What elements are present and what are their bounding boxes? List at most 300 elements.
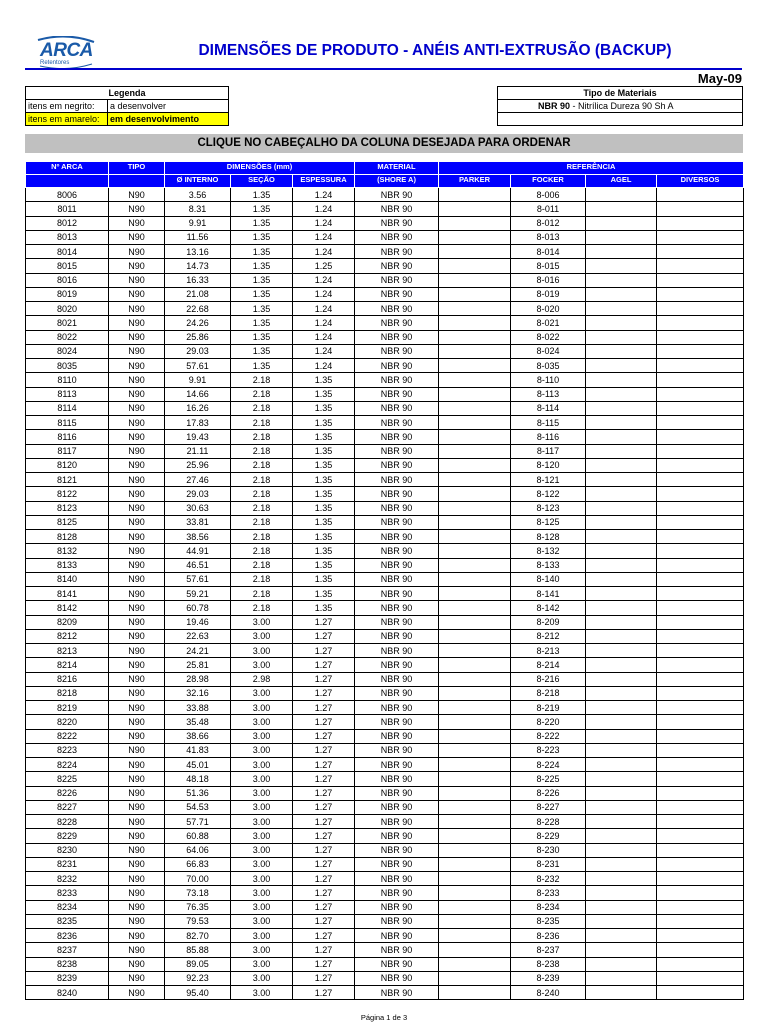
cell-arca: 8012 [26,216,109,230]
cell-tipo: N90 [109,786,165,800]
table-row [26,487,744,501]
cell-material: NBR 90 [355,914,439,928]
cell-diversos [657,458,744,472]
cell-espessura: 1.24 [293,216,355,230]
cell-espessura: 1.24 [293,202,355,216]
cell-tipo: N90 [109,373,165,387]
cell-arca: 8110 [26,373,109,387]
cell-material: NBR 90 [355,729,439,743]
cell-secao: 1.35 [231,273,293,287]
cell-espessura: 1.27 [293,800,355,814]
cell-agel [586,971,657,985]
col-header-material[interactable]: MATERIAL [355,162,439,175]
cell-focker: 8-117 [511,444,586,458]
cell-tipo: N90 [109,273,165,287]
cell-tipo: N90 [109,815,165,829]
table-row [26,230,744,244]
cell-parker [439,758,511,772]
cell-focker: 8-231 [511,857,586,871]
cell-diversos [657,273,744,287]
cell-espessura: 1.35 [293,373,355,387]
cell-focker: 8-233 [511,886,586,900]
cell-interno: 46.51 [165,558,231,572]
cell-material: NBR 90 [355,515,439,529]
cell-espessura: 1.27 [293,886,355,900]
cell-secao: 3.00 [231,758,293,772]
table-row [26,458,744,472]
cell-interno: 57.71 [165,815,231,829]
cell-arca: 8233 [26,886,109,900]
cell-parker [439,344,511,358]
cell-diversos [657,544,744,558]
cell-focker: 8-223 [511,743,586,757]
cell-focker: 8-140 [511,572,586,586]
cell-material: NBR 90 [355,658,439,672]
cell-interno: 60.88 [165,829,231,843]
cell-diversos [657,373,744,387]
cell-material: NBR 90 [355,686,439,700]
cell-diversos [657,857,744,871]
cell-espessura: 1.24 [293,344,355,358]
cell-espessura: 1.24 [293,188,355,202]
material-type-empty-row [498,113,743,126]
table-row [26,644,744,658]
cell-tipo: N90 [109,430,165,444]
cell-material: NBR 90 [355,644,439,658]
cell-secao: 2.18 [231,487,293,501]
cell-focker: 8-229 [511,829,586,843]
cell-interno: 41.83 [165,743,231,757]
cell-tipo: N90 [109,986,165,1000]
cell-agel [586,587,657,601]
cell-arca: 8209 [26,615,109,629]
cell-secao: 3.00 [231,629,293,643]
cell-espessura: 1.27 [293,829,355,843]
cell-arca: 8122 [26,487,109,501]
cell-secao: 1.35 [231,202,293,216]
cell-parker [439,302,511,316]
cell-material: NBR 90 [355,701,439,715]
cell-secao: 1.35 [231,302,293,316]
cell-interno: 89.05 [165,957,231,971]
cell-espessura: 1.35 [293,487,355,501]
cell-interno: 32.16 [165,686,231,700]
cell-material: NBR 90 [355,458,439,472]
cell-material: NBR 90 [355,373,439,387]
cell-material: NBR 90 [355,843,439,857]
col-header-diversos[interactable]: DIVERSOS [657,175,744,188]
cell-interno: 59.21 [165,587,231,601]
cell-interno: 29.03 [165,344,231,358]
cell-espessura: 1.35 [293,458,355,472]
cell-arca: 8117 [26,444,109,458]
cell-parker [439,316,511,330]
cell-parker [439,587,511,601]
cell-secao: 2.18 [231,601,293,615]
cell-interno: 19.46 [165,615,231,629]
cell-tipo: N90 [109,615,165,629]
cell-secao: 2.98 [231,672,293,686]
cell-interno: 48.18 [165,772,231,786]
table-row [26,387,744,401]
cell-parker [439,273,511,287]
cell-parker [439,330,511,344]
cell-focker: 8-011 [511,202,586,216]
cell-material: NBR 90 [355,786,439,800]
cell-material: NBR 90 [355,886,439,900]
cell-parker [439,715,511,729]
table-row [26,373,744,387]
cell-arca: 8236 [26,929,109,943]
cell-tipo: N90 [109,587,165,601]
cell-material: NBR 90 [355,401,439,415]
cell-secao: 3.00 [231,786,293,800]
cell-secao: 2.18 [231,430,293,444]
cell-parker [439,387,511,401]
cell-focker: 8-120 [511,458,586,472]
cell-secao: 3.00 [231,900,293,914]
cell-arca: 8234 [26,900,109,914]
cell-tipo: N90 [109,729,165,743]
cell-secao: 1.35 [231,344,293,358]
cell-tipo: N90 [109,558,165,572]
cell-parker [439,230,511,244]
cell-tipo: N90 [109,230,165,244]
col-header-interno[interactable]: Ø INTERNO [165,175,231,188]
col-header-agel[interactable]: AGEL [586,175,657,188]
cell-agel [586,772,657,786]
cell-interno: 44.91 [165,544,231,558]
cell-focker: 8-240 [511,986,586,1000]
material-type-entry [498,100,743,113]
cell-secao: 3.00 [231,857,293,871]
cell-diversos [657,558,744,572]
table-row [26,558,744,572]
cell-diversos [657,202,744,216]
cell-diversos [657,359,744,373]
cell-interno: 14.66 [165,387,231,401]
cell-focker: 8-235 [511,914,586,928]
cell-focker: 8-013 [511,230,586,244]
cell-focker: 8-214 [511,658,586,672]
cell-focker: 8-220 [511,715,586,729]
cell-secao: 1.35 [231,316,293,330]
cell-focker: 8-123 [511,501,586,515]
cell-interno: 22.68 [165,302,231,316]
cell-tipo: N90 [109,302,165,316]
cell-interno: 21.11 [165,444,231,458]
table-row [26,530,744,544]
table-row [26,758,744,772]
cell-espessura: 1.35 [293,401,355,415]
cell-parker [439,373,511,387]
cell-secao: 3.00 [231,914,293,928]
cell-arca: 8016 [26,273,109,287]
col-group-referencia: REFERÊNCIA [439,162,744,175]
col-header-secao[interactable]: SEÇÃO [231,175,293,188]
cell-focker: 8-113 [511,387,586,401]
cell-arca: 8220 [26,715,109,729]
cell-espessura: 1.35 [293,558,355,572]
cell-parker [439,359,511,373]
table-row [26,872,744,886]
cell-espessura: 1.35 [293,416,355,430]
cell-secao: 3.00 [231,872,293,886]
cell-arca: 8120 [26,458,109,472]
cell-parker [439,986,511,1000]
cell-material: NBR 90 [355,986,439,1000]
cell-parker [439,430,511,444]
cell-secao: 1.35 [231,216,293,230]
cell-diversos [657,430,744,444]
cell-interno: 66.83 [165,857,231,871]
cell-diversos [657,843,744,857]
table-row [26,444,744,458]
cell-espessura: 1.27 [293,686,355,700]
table-row [26,501,744,515]
cell-diversos [657,216,744,230]
legend-bold-label: itens em negrito: [26,100,108,113]
cell-tipo: N90 [109,330,165,344]
cell-parker [439,216,511,230]
cell-tipo: N90 [109,886,165,900]
cell-diversos [657,815,744,829]
cell-parker [439,743,511,757]
cell-agel [586,601,657,615]
cell-arca: 8226 [26,786,109,800]
cell-espessura: 1.35 [293,572,355,586]
col-header-espessura[interactable]: ESPESSURA [293,175,355,188]
cell-interno: 57.61 [165,359,231,373]
cell-espessura: 1.27 [293,658,355,672]
cell-agel [586,373,657,387]
col-group-dimensoes: DIMENSÕES (mm) [165,162,355,175]
cell-diversos [657,872,744,886]
cell-parker [439,444,511,458]
cell-interno: 38.66 [165,729,231,743]
cell-arca: 8219 [26,701,109,715]
cell-material: NBR 90 [355,872,439,886]
cell-focker: 8-212 [511,629,586,643]
cell-interno: 79.53 [165,914,231,928]
cell-arca: 8141 [26,587,109,601]
cell-secao: 2.18 [231,473,293,487]
cell-secao: 1.35 [231,359,293,373]
cell-diversos [657,587,744,601]
cell-material: NBR 90 [355,672,439,686]
table-row [26,815,744,829]
cell-secao: 3.00 [231,715,293,729]
cell-secao: 1.35 [231,245,293,259]
cell-parker [439,658,511,672]
cell-tipo: N90 [109,245,165,259]
cell-arca: 8225 [26,772,109,786]
cell-agel [586,202,657,216]
cell-tipo: N90 [109,572,165,586]
cell-parker [439,701,511,715]
cell-material: NBR 90 [355,359,439,373]
cell-diversos [657,672,744,686]
cell-material: NBR 90 [355,387,439,401]
col-header-parker[interactable]: PARKER [439,175,511,188]
table-row [26,929,744,943]
cell-agel [586,929,657,943]
cell-focker: 8-024 [511,344,586,358]
cell-agel [586,572,657,586]
cell-arca: 8014 [26,245,109,259]
cell-tipo: N90 [109,259,165,273]
table-row [26,416,744,430]
cell-arca: 8218 [26,686,109,700]
cell-agel [586,515,657,529]
cell-arca: 8213 [26,644,109,658]
col-header-arca[interactable]: Nº ARCA [26,162,109,175]
cell-agel [586,501,657,515]
cell-arca: 8022 [26,330,109,344]
cell-secao: 2.18 [231,544,293,558]
cell-tipo: N90 [109,800,165,814]
cell-diversos [657,487,744,501]
cell-arca: 8121 [26,473,109,487]
cell-agel [586,729,657,743]
cell-agel [586,758,657,772]
cell-parker [439,245,511,259]
cell-agel [586,686,657,700]
cell-parker [439,629,511,643]
table-row [26,957,744,971]
table-row [26,401,744,415]
table-row [26,330,744,344]
cell-tipo: N90 [109,601,165,615]
cell-tipo: N90 [109,644,165,658]
table-row [26,216,744,230]
cell-arca: 8231 [26,857,109,871]
cell-material: NBR 90 [355,416,439,430]
cell-secao: 1.35 [231,230,293,244]
cell-focker: 8-228 [511,815,586,829]
cell-agel [586,273,657,287]
cell-focker: 8-227 [511,800,586,814]
cell-parker [439,530,511,544]
cell-diversos [657,943,744,957]
cell-secao: 2.18 [231,587,293,601]
cell-parker [439,188,511,202]
cell-parker [439,401,511,415]
cell-parker [439,886,511,900]
table-row [26,729,744,743]
cell-interno: 30.63 [165,501,231,515]
cell-interno: 27.46 [165,473,231,487]
cell-focker: 8-226 [511,786,586,800]
cell-agel [586,330,657,344]
legend-bold-value: a desenvolver [108,100,229,113]
cell-tipo: N90 [109,530,165,544]
cell-espessura: 1.27 [293,857,355,871]
cell-espessura: 1.24 [293,287,355,301]
cell-arca: 8237 [26,943,109,957]
cell-material: NBR 90 [355,530,439,544]
cell-material: NBR 90 [355,943,439,957]
cell-interno: 95.40 [165,986,231,1000]
cell-parker [439,515,511,529]
cell-secao: 3.00 [231,929,293,943]
cell-diversos [657,259,744,273]
table-row [26,715,744,729]
cell-agel [586,857,657,871]
cell-material: NBR 90 [355,302,439,316]
cell-interno: 51.36 [165,786,231,800]
col-header-focker[interactable]: FOCKER [511,175,586,188]
cell-interno: 16.26 [165,401,231,415]
cell-agel [586,843,657,857]
cell-material: NBR 90 [355,430,439,444]
cell-diversos [657,401,744,415]
cell-secao: 3.00 [231,971,293,985]
cell-arca: 8239 [26,971,109,985]
cell-agel [586,530,657,544]
col-header-shore[interactable]: (SHORE A) [355,175,439,188]
material-description: - Nitrílica Dureza 90 Sh A [570,101,674,111]
cell-material: NBR 90 [355,829,439,843]
cell-interno: 9.91 [165,373,231,387]
cell-material: NBR 90 [355,330,439,344]
table-row [26,188,744,202]
material-type-box [497,86,743,126]
cell-tipo: N90 [109,359,165,373]
cell-tipo: N90 [109,287,165,301]
col-header-tipo-sub [109,175,165,188]
cell-focker: 8-216 [511,672,586,686]
cell-arca: 8232 [26,872,109,886]
cell-diversos [657,230,744,244]
cell-diversos [657,701,744,715]
cell-parker [439,957,511,971]
table-row [26,202,744,216]
cell-diversos [657,444,744,458]
cell-parker [439,601,511,615]
material-code: NBR 90 [538,101,571,111]
cell-diversos [657,473,744,487]
cell-secao: 3.00 [231,658,293,672]
cell-agel [586,344,657,358]
cell-tipo: N90 [109,202,165,216]
table-row [26,544,744,558]
cell-espessura: 1.27 [293,957,355,971]
cell-arca: 8142 [26,601,109,615]
cell-agel [586,230,657,244]
col-header-tipo[interactable]: TIPO [109,162,165,175]
cell-focker: 8-121 [511,473,586,487]
cell-agel [586,615,657,629]
cell-secao: 3.00 [231,800,293,814]
cell-material: NBR 90 [355,857,439,871]
cell-secao: 3.00 [231,815,293,829]
cell-diversos [657,316,744,330]
table-row [26,287,744,301]
cell-material: NBR 90 [355,601,439,615]
cell-agel [586,957,657,971]
cell-tipo: N90 [109,316,165,330]
cell-agel [586,644,657,658]
cell-arca: 8216 [26,672,109,686]
cell-arca: 8229 [26,829,109,843]
cell-arca: 8230 [26,843,109,857]
cell-diversos [657,245,744,259]
cell-espessura: 1.27 [293,772,355,786]
cell-tipo: N90 [109,872,165,886]
cell-focker: 8-142 [511,601,586,615]
cell-material: NBR 90 [355,615,439,629]
